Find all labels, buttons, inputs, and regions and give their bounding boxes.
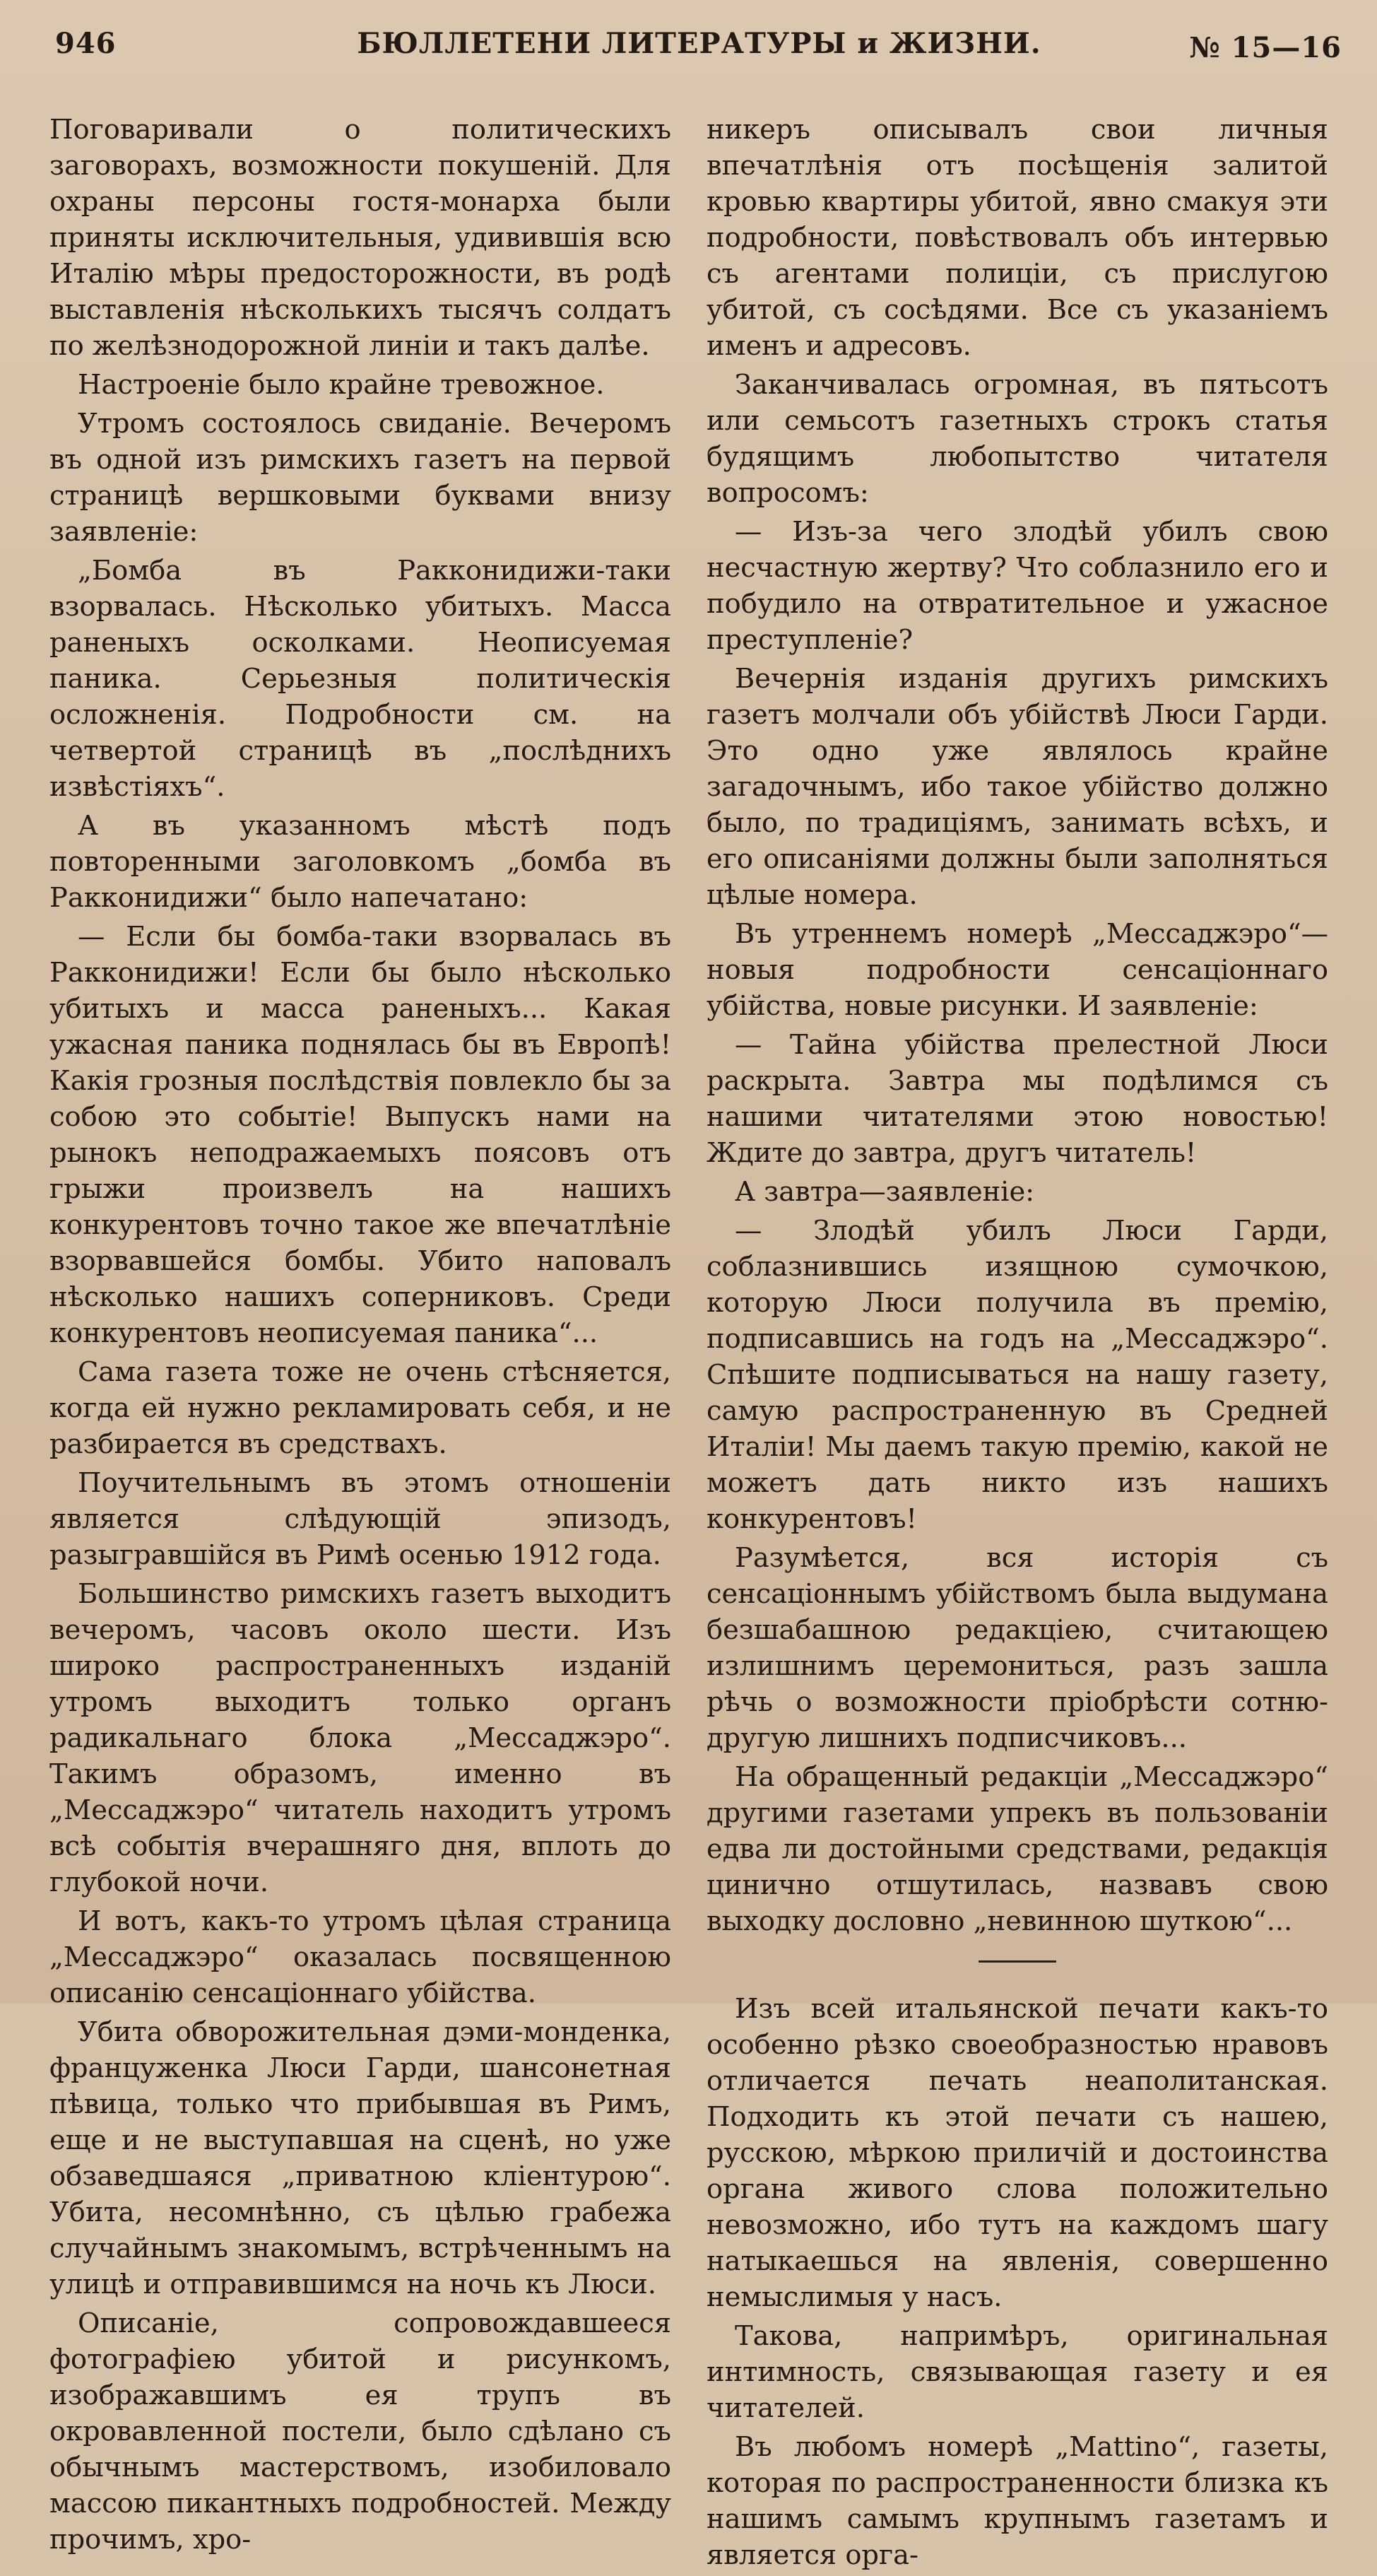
paragraph: Заканчивалась огромная, въ пятьсотъ или семьсотъ газетныхъ строкъ статья будящимъ любопытство читателя вопросомъ: [707, 369, 1328, 509]
paragraph: Утромъ состоялось свиданіе. Вечеромъ въ одной изъ римскихъ газетъ на первой страницѣ вершковыми буквами внизу заявленіе: [49, 408, 671, 548]
paragraph: — Изъ-за чего злодѣй убилъ свою несчастную жертву? Что соблазнило его и побудило на отвратительное и ужасное преступленіе? [707, 516, 1328, 656]
page-header [49, 20, 1349, 75]
paragraph: И вотъ, какъ-то утромъ цѣлая страница „Мессаджэро“ оказалась посвященною описанію сенсаціоннаго убійства. [49, 1905, 671, 2009]
issue-number: № 15—16 [1189, 31, 1342, 64]
paragraph: — Тайна убійства прелестной Люси раскрыта. Завтра мы подѣлимся съ нашими читателями этою новостью! Ждите до завтра, другъ читатель! [707, 1029, 1328, 1169]
paragraph: никеръ описывалъ свои личныя впечатлѣнія отъ посѣщенія залитой кровью квартиры убитой, явно смакуя эти подробности, повѣствовалъ объ интервью съ агентами полиціи, съ прислугою убитой, съ сосѣдями. Все съ указаніемъ именъ и адресовъ. [707, 114, 1328, 362]
journal-title: БЮЛЛЕТЕНИ ЛИТЕРАТУРЫ и ЖИЗНИ. [357, 27, 1041, 60]
paragraph: Сама газета тоже не очень стѣсняется, когда ей нужно рекламировать себя, и не разбирается въ средствахъ. [49, 1356, 671, 1460]
paragraph: Въ утреннемъ номерѣ „Мессаджэро“—новыя подробности сенсаціоннаго убійства, новые рисунки. И заявленіе: [707, 918, 1328, 1022]
paragraph: А въ указанномъ мѣстѣ подъ повторенными заголовкомъ „бомба въ Ракконидижи“ было напечатано: [49, 810, 671, 914]
paragraph: А завтра—заявленіе: [735, 1176, 1035, 1208]
section-divider [979, 1960, 1056, 1963]
paragraph: Поучительнымъ въ этомъ отношеніи является слѣдующій эпизодъ, разыгравшійся въ Римѣ осенью 1912 года. [49, 1467, 671, 1571]
paragraph: Такова, напримѣръ, оригинальная интимность, связывающая газету и ея читателей. [707, 2320, 1328, 2424]
paragraph: — Если бы бомба-таки взорвалась въ Ракконидижи! Если бы было нѣсколько убитыхъ и масса раненыхъ... Какая ужасная паника поднялась бы въ Европѣ! Какія грозныя послѣдствія повлекло бы за собою это событіе! Выпускъ нами на рынокъ неподражаемыхъ поясовъ отъ грыжи произвелъ на нашихъ конкурентовъ точно такое же впечатлѣніе взорвавшейся бомбы. Убито наповалъ нѣсколько нашихъ соперниковъ. Среди конкурентовъ неописуемая паника“... [49, 921, 671, 1349]
right-column [707, 112, 1328, 2576]
paragraph: Большинство римскихъ газетъ выходитъ вечеромъ, часовъ около шести. Изъ широко распространенныхъ изданій утромъ выходитъ только органъ радикальнаго блока „Мессаджэро“. Такимъ образомъ, именно въ „Мессаджэро“ читатель находитъ утромъ всѣ событія вчерашняго дня, вплоть до глубокой ночи. [49, 1578, 671, 1898]
paragraph: Изъ всей итальянской печати какъ-то особенно рѣзко своеобразностью нравовъ отличается печать неаполитанская. Подходить къ этой печати съ нашею, русскою, мѣркою приличій и достоинства органа живого слова положительно невозможно, ибо тутъ на каждомъ шагу натыкаешься на явленія, совершенно немыслимыя у насъ. [707, 1993, 1328, 2313]
paragraph: На обращенный редакціи „Мессаджэро“ другими газетами упрекъ въ пользованіи едва ли достойными средствами, редакція цинично отшутилась, назвавъ свою выходку дословно „невинною шуткою“... [707, 1761, 1328, 1937]
paragraph: — Злодѣй убилъ Люси Гарди, соблазнившись изящною сумочкою, которую Люси получила въ премію, подписавшись на годъ на „Мессаджэро“. Спѣшите подписываться на нашу газету, самую распространенную въ Средней Италіи! Мы даемъ такую премію, какой не можетъ дать никто изъ нашихъ конкурентовъ! [707, 1215, 1328, 1535]
paragraph: Разумѣется, вся исторія съ сенсаціоннымъ убійствомъ была выдумана безшабашною редакціею, считающею излишнимъ церемониться, разъ зашла рѣчь о возможности пріобрѣсти сотню-другую лишнихъ подписчиковъ... [707, 1542, 1328, 1754]
paragraph: Описаніе, сопровождавшееся фотографіею убитой и рисункомъ, изображавшимъ ея трупъ въ окровавленной постели, было сдѣлано съ обычнымъ мастерствомъ, изобиловало массою пикантныхъ подробностей. Между прочимъ, хро- [49, 2307, 671, 2556]
left-column [49, 112, 671, 2576]
paragraph: Въ любомъ номерѣ „Mattino“, газеты, которая по распространенности близка къ нашимъ самымъ крупнымъ газетамъ и является орга- [707, 2431, 1328, 2571]
paragraph: Убита обворожительная дэми-монденка, француженка Люси Гарди, шансонетная пѣвица, только что прибывшая въ Римъ, еще и не выступавшая на сценѣ, но уже обзаведшаяся „приватною кліентурою“. Убита, несомнѣнно, съ цѣлью грабежа случайнымъ знакомымъ, встрѣченнымъ на улицѣ и отправившимся на ночь къ Люси. [49, 2016, 671, 2300]
text-columns [49, 75, 1349, 2576]
page-number: 946 [55, 27, 117, 60]
paragraph: Поговаривали о политическихъ заговорахъ, возможности покушеній. Для охраны персоны гостя-монарха были приняты исключительныя, удивившія всю Италію мѣры предосторожности, въ родѣ выставленія нѣсколькихъ тысячъ солдатъ по желѣзнодорожной линіи и такъ далѣе. [49, 114, 671, 362]
paragraph: Вечернія изданія другихъ римскихъ газетъ молчали объ убійствѣ Люси Гарди. Это одно уже являлось крайне загадочнымъ, ибо такое убійство должно было, по традиціямъ, занимать всѣхъ, и его описаніями должны были заполняться цѣлые номера. [707, 663, 1328, 911]
paragraph: Настроеніе было крайне тревожное. [78, 369, 605, 401]
paragraph: „Бомба въ Ракконидижи-таки взорвалась. Нѣсколько убитыхъ. Масса раненыхъ осколками. Неописуемая паника. Серьезныя политическія осложненія. Подробности см. на четвертой страницѣ въ „послѣднихъ извѣстіяхъ“. [49, 555, 671, 803]
